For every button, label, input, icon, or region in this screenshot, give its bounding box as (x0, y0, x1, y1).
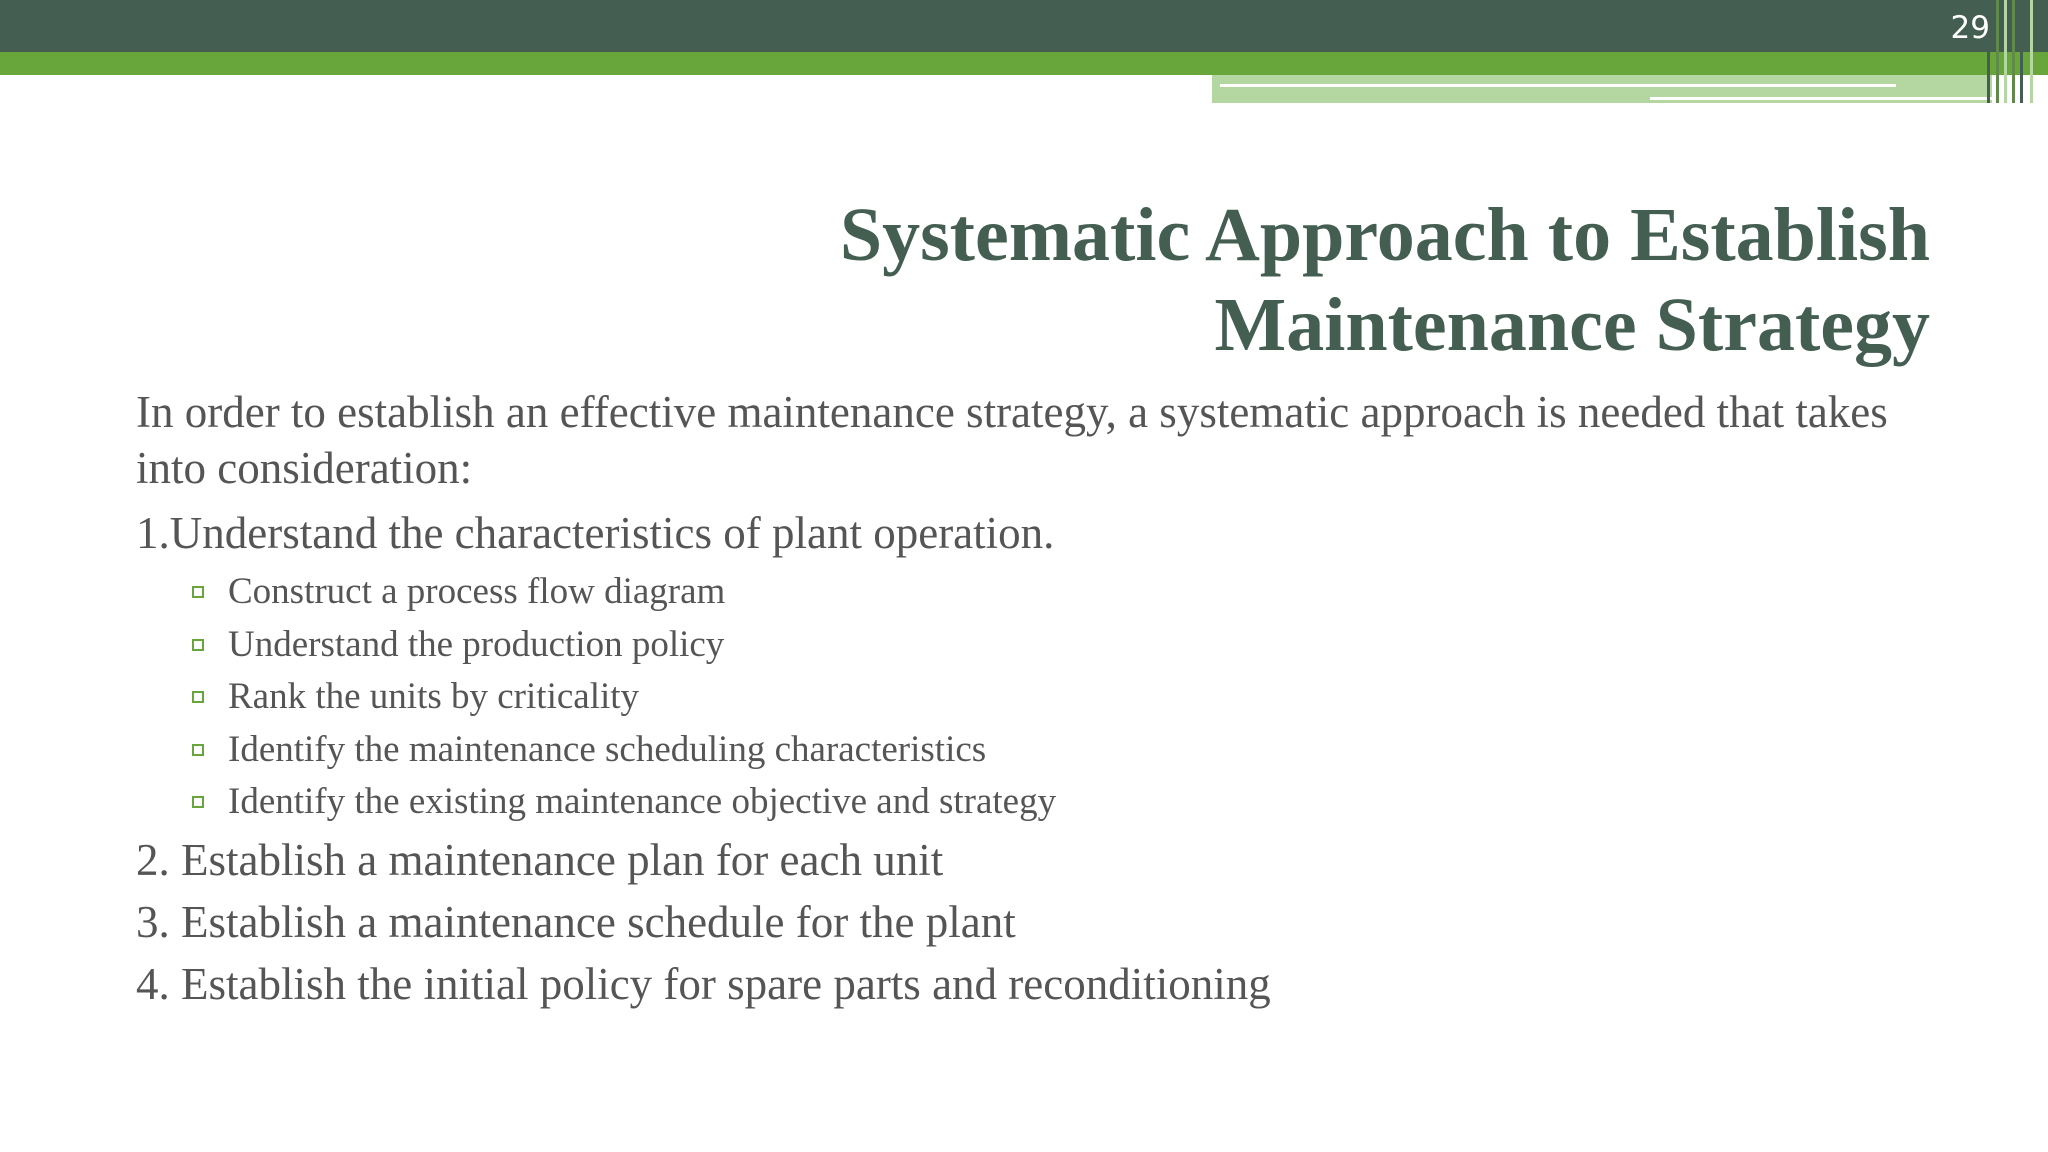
decor-vertical-line (2004, 0, 2007, 103)
small-square-icon (192, 639, 204, 651)
decor-vertical-line (2012, 0, 2015, 103)
slide-number: 29 (1950, 10, 1990, 46)
title-line: Maintenance Strategy (1214, 283, 1930, 367)
small-square-icon (192, 744, 204, 756)
header-band-green (0, 52, 2048, 75)
intro-text: In order to establish an effective maintenance strategy, a systematic approach is needed that takes into consideration: (136, 387, 1888, 493)
list-item-text: Understand the production policy (228, 623, 725, 665)
decor-vertical-line (1996, 0, 1999, 103)
small-square-icon (192, 691, 204, 703)
header-band-dark (0, 0, 2048, 52)
step-4: 4. Establish the initial policy for spare parts and reconditioning (136, 958, 1271, 1009)
list-item (192, 566, 1916, 619)
slide-body (136, 384, 1916, 1015)
step-3: 3. Establish a maintenance schedule for the plant (136, 896, 1016, 947)
decor-line (1650, 97, 1992, 100)
title-line: Systematic Approach to Establish (839, 193, 1930, 277)
list-item (192, 619, 1916, 672)
list-item-text: Identify the maintenance scheduling characteristics (228, 728, 987, 770)
decor-vertical-line (2030, 0, 2033, 103)
step-1-sublist (136, 566, 1916, 829)
list-item-text: Construct a process flow diagram (228, 571, 726, 612)
decor-vertical-line (2020, 0, 2023, 103)
list-item (192, 671, 1916, 724)
step-2: 2. Establish a maintenance plan for each unit (136, 834, 944, 885)
list-item-text: Identify the existing maintenance objective and strategy (228, 781, 1057, 822)
step-1: 1.Understand the characteristics of plant operation. (136, 508, 1055, 558)
small-square-icon (192, 796, 204, 808)
slide-title (630, 190, 1930, 370)
list-item-text: Rank the units by criticality (228, 676, 640, 717)
small-square-icon (192, 586, 204, 598)
list-item (192, 724, 1916, 777)
list-item (192, 776, 1916, 829)
decor-line (1220, 84, 1896, 87)
